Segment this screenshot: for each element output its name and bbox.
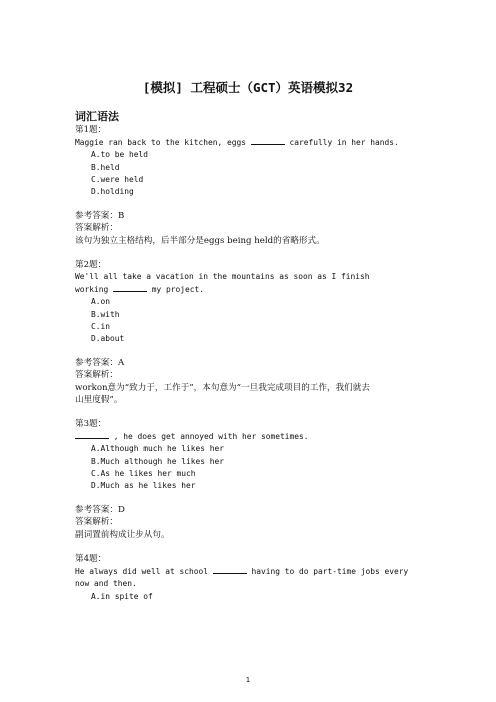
answer-blank <box>251 136 285 145</box>
question-label: 第3题： <box>75 419 107 430</box>
stem-text: having to do part-time jobs every <box>246 567 409 577</box>
page-title: [模拟] 工程硕士（GCT）英语模拟32 <box>142 80 354 95</box>
option-a: A.on <box>91 297 111 307</box>
question-1 <box>75 124 425 247</box>
analysis-text-line2: 山里度假”。 <box>75 394 123 405</box>
answer-blank <box>213 565 247 574</box>
stem-text: working <box>75 285 114 295</box>
stem-text: He always did well at school <box>75 567 213 577</box>
question-stem-line1: We'll all take a vacation in the mountains as soon as I finish <box>75 272 370 282</box>
option-a: A.Although much he likes her <box>91 444 225 454</box>
analysis-text-line1: workon意为“致力于，工作于”，本句意为“一旦我完成项目的工作，我们就去 <box>75 382 370 393</box>
option-a: A.in spite of <box>91 591 153 601</box>
option-d: D.about <box>91 334 125 344</box>
answer-key: 参考答案：D <box>75 505 125 516</box>
answer-key: 参考答案：B <box>75 211 125 222</box>
analysis-label: 答案解析： <box>75 517 118 528</box>
option-b: B.held <box>91 162 120 172</box>
section-heading: 词汇语法 <box>75 110 119 123</box>
option-c: C.As he likes her much <box>91 468 196 478</box>
analysis-label: 答案解析： <box>75 370 118 381</box>
option-b: B.with <box>91 309 120 319</box>
question-stem <box>75 136 425 149</box>
question-label: 第2题： <box>75 259 107 270</box>
analysis-text: 该句为独立主格结构，后半部分是eggs being held的省略形式。 <box>75 235 325 246</box>
answer-key: 参考答案：A <box>75 358 125 369</box>
content <box>75 110 425 603</box>
question-stem-line2: now and then. <box>75 579 137 589</box>
question-2 <box>75 259 425 406</box>
option-d: D.holding <box>91 187 134 197</box>
stem-text: carefully in her hands. <box>284 138 399 148</box>
question-label: 第4题： <box>75 553 107 564</box>
answer-blank <box>75 430 109 439</box>
stem-text: my project. <box>147 285 205 295</box>
analysis-label: 答案解析： <box>75 223 118 234</box>
option-c: C.were held <box>91 174 144 184</box>
question-3 <box>75 418 425 541</box>
page-number: 1 <box>245 676 251 684</box>
option-d: D.Much as he likes her <box>91 481 196 491</box>
question-stem <box>75 430 425 443</box>
question-4 <box>75 553 425 603</box>
option-c: C.in <box>91 321 111 331</box>
question-stem-line1 <box>75 565 425 578</box>
stem-text: Maggie ran back to the kitchen, eggs <box>75 138 251 148</box>
answer-blank <box>113 283 147 292</box>
stem-text: , he does get annoyed with her sometimes. <box>109 432 309 442</box>
question-stem-line2 <box>75 283 425 296</box>
analysis-text: 副词置前构成让步从句。 <box>75 529 170 540</box>
option-a: A.to be held <box>91 150 149 160</box>
question-label: 第1题： <box>75 125 107 135</box>
option-b: B.Much although he likes her <box>91 456 225 466</box>
